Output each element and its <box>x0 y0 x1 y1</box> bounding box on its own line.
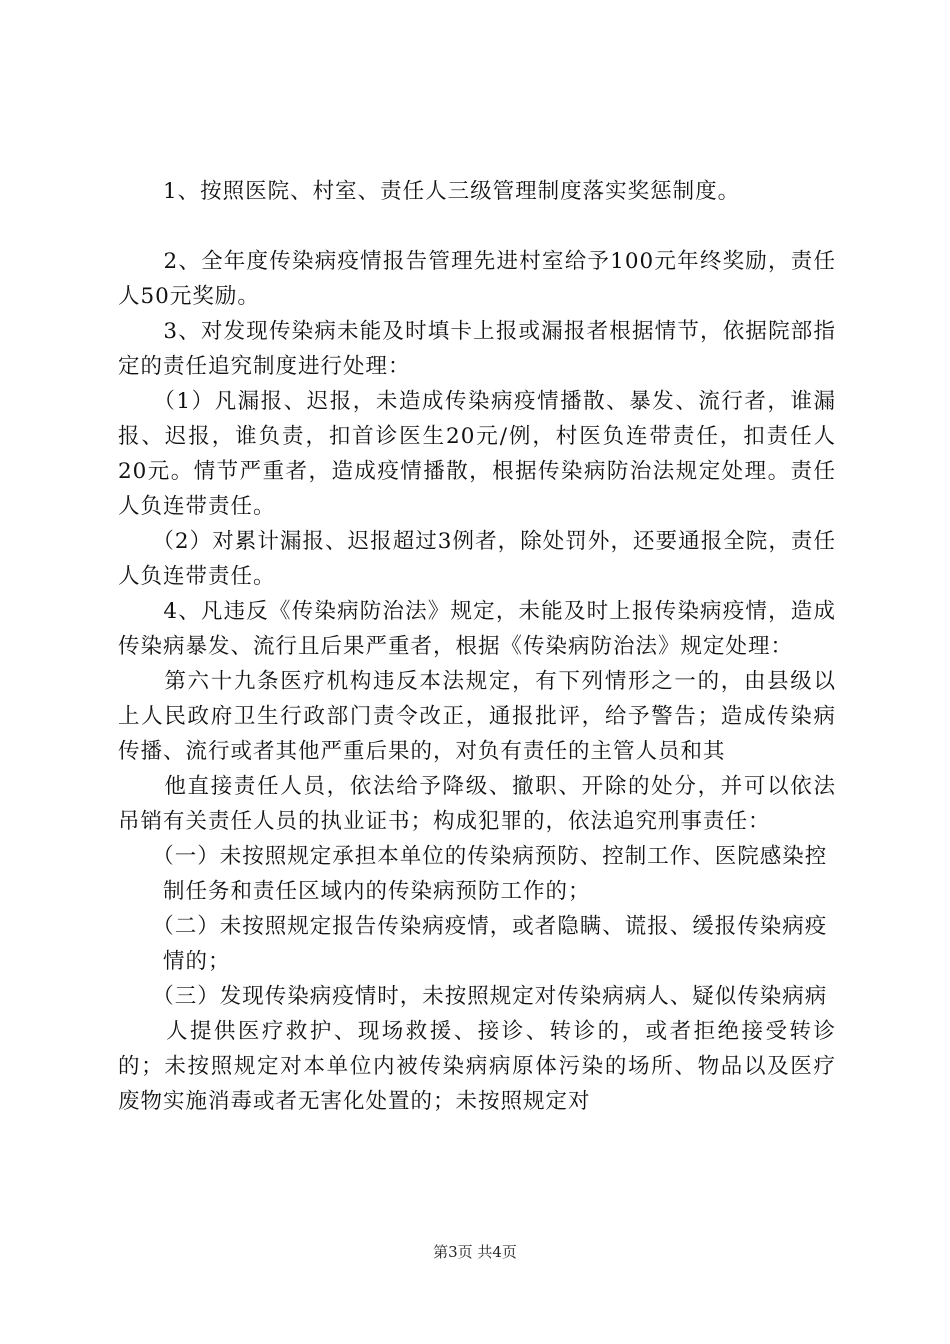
paragraph-9: （一）未按照规定承担本单位的传染病预防、控制工作、医院感染控 <box>118 844 828 869</box>
paragraph-12: 情的； <box>118 949 231 974</box>
document-body <box>118 174 836 1119</box>
paragraph-13: （三）发现传染病疫情时，未按照规定对传染病病人、疑似传染病病 <box>118 984 828 1009</box>
paragraph-5: （2）对累计漏报、迟报超过3例者，除处罚外，还要通报全院，责任人负连带责任。 <box>118 529 836 589</box>
paragraph-2: 2、全年度传染病疫情报告管理先进村室给予100元年终奖励，责任人50元奖励。 <box>118 249 836 309</box>
paragraph-11: （二）未按照规定报告传染病疫情，或者隐瞒、谎报、缓报传染病疫 <box>118 914 828 939</box>
paragraph-14: 人提供医疗救护、现场救援、接诊、转诊的，或者拒绝接受转诊的；未按照规定对本单位内被传染病病原体污染的场所、物品以及医疗废物实施消毒或者无害化处置的；未按照规定对 <box>118 1019 836 1114</box>
paragraph-10: 制任务和责任区域内的传染病预防工作的； <box>118 879 591 904</box>
paragraph-4: （1）凡漏报、迟报，未造成传染病疫情播散、暴发、流行者，谁漏报、迟报，谁负责，扣首诊医生20元/例，村医负连带责任，扣责任人20元。情节严重者，造成疫情播散，根据传染病防治法规定处理。责任人负连带责任。 <box>118 389 836 519</box>
paragraph-8: 他直接责任人员，依法给予降级、撤职、开除的处分，并可以依法吊销有关责任人员的执业证书；构成犯罪的，依法追究刑事责任： <box>118 774 836 834</box>
page-number-footer: 第3页 共4页 <box>433 1243 517 1261</box>
paragraph-1: 1、按照医院、村室、责任人三级管理制度落实奖惩制度。 <box>118 179 741 204</box>
paragraph-3: 3、对发现传染病未能及时填卡上报或漏报者根据情节，依据院部指定的责任追究制度进行处理： <box>118 319 836 379</box>
paragraph-7: 第六十九条医疗机构违反本法规定，有下列情形之一的，由县级以上人民政府卫生行政部门责令改正，通报批评，给予警告；造成传染病传播、流行或者其他严重后果的，对负有责任的主管人员和其 <box>118 669 836 764</box>
paragraph-6: 4、凡违反《传染病防治法》规定，未能及时上报传染病疫情，造成传染病暴发、流行且后果严重者，根据《传染病防治法》规定处理： <box>118 599 836 659</box>
